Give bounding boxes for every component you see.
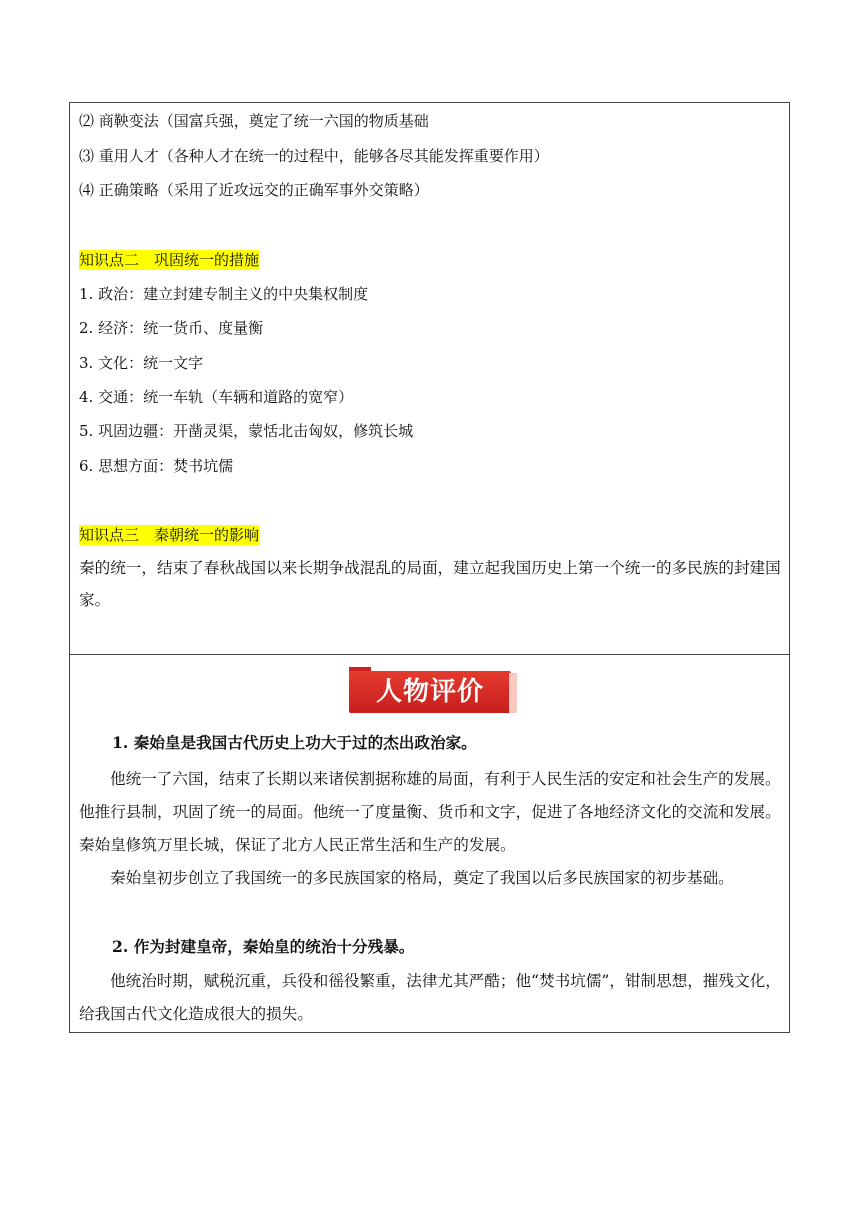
measure-item: 2. 经济：统一货币、度量衡	[79, 319, 264, 337]
point-1-paragraph-2: 秦始皇初步创立了我国统一的多民族国家的格局，奠定了我国以后多民族国家的初步基础。	[110, 869, 734, 887]
measure-item: 6. 思想方面：焚书坑儒	[79, 457, 234, 475]
point-2-paragraph-1: 他统治时期，赋税沉重，兵役和徭役繁重，法律尤其严酷；他“焚书坑儒”，钳制思想，摧残文化，给我国古代文化造成很大的损失。	[79, 972, 781, 1023]
measure-item: 4. 交通：统一车轨（车辆和道路的宽窄）	[79, 388, 354, 406]
knowledge-point-3-heading: 知识点三 秦朝统一的影响	[79, 526, 260, 544]
point-1-title: 1. 秦始皇是我国古代历史上功大于过的杰出政治家。	[112, 733, 477, 752]
evaluation-badge	[349, 667, 511, 713]
knowledge-point-2-heading: 知识点二 巩固统一的措施	[79, 251, 260, 269]
point-1-paragraph-1: 他统一了六国，结束了长期以来诸侯割据称雄的局面，有利于人民生活的安定和社会生产的发展。他推行县制，巩固了统一的局面。他统一了度量衡、货币和文字，促进了各地经济文化的交流和发展。秦始皇修筑万里长城，保证了北方人民正常生活和生产的发展。	[79, 770, 781, 854]
evaluation-badge-label: 人物评价	[375, 677, 484, 707]
reason-item: ⑷ 正确策略（采用了近攻远交的正确军事外交策略）	[79, 181, 429, 199]
row-divider	[70, 654, 789, 655]
point-2-title: 2. 作为封建皇帝，秦始皇的统治十分残暴。	[112, 937, 415, 956]
measure-item: 5. 巩固边疆：开凿灵渠，蒙恬北击匈奴，修筑长城	[79, 422, 414, 440]
reason-item: ⑶ 重用人才（各种人才在统一的过程中，能够各尽其能发挥重要作用）	[79, 147, 549, 165]
reason-item: ⑵ 商鞅变法（国富兵强，奠定了统一六国的物质基础	[79, 112, 429, 130]
measure-item: 3. 文化：统一文字	[79, 354, 204, 372]
measure-item: 1. 政治：建立封建专制主义的中央集权制度	[79, 285, 369, 303]
content-table	[69, 102, 790, 1033]
influence-text: 秦的统一，结束了春秋战国以来长期争战混乱的局面，建立起我国历史上第一个统一的多民族的封建国家。	[79, 559, 781, 609]
